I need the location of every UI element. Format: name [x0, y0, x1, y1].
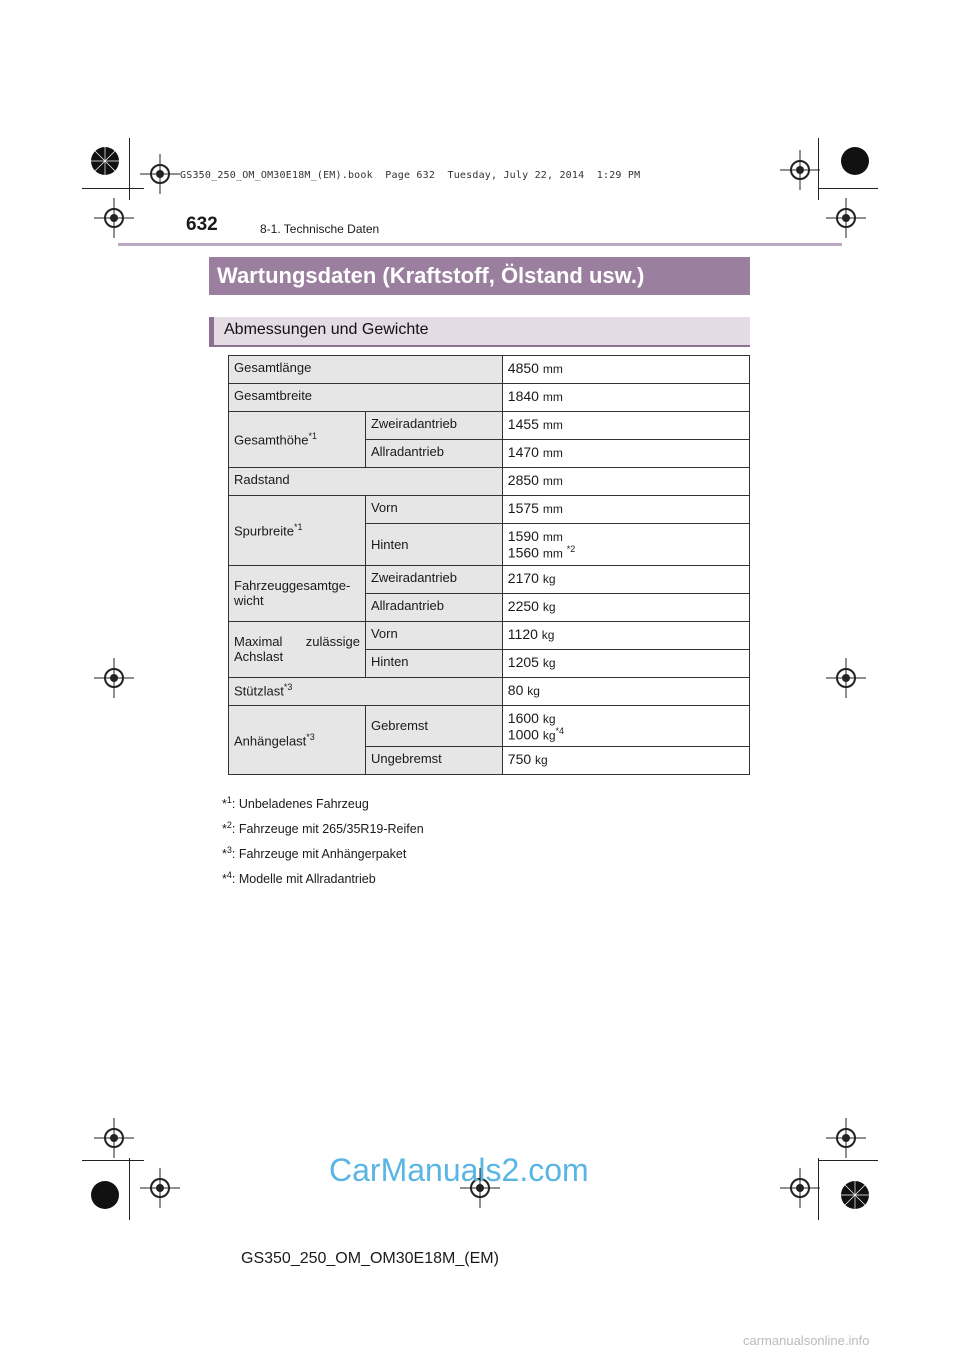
starburst-mark-icon [840, 1180, 870, 1210]
registration-mark-icon [780, 1168, 820, 1208]
registration-mark-icon [826, 1118, 866, 1158]
row-label: Anhängelast$^{*3}$ [229, 705, 366, 775]
row-sublabel: Vorn [365, 496, 502, 524]
section-title: Wartungsdaten (Kraftstoff, Ölstand usw.) [209, 257, 750, 295]
registration-mark-icon [94, 658, 134, 698]
table-row [229, 468, 750, 496]
table-row [229, 412, 750, 440]
row-value: 2850 mm [502, 468, 749, 496]
row-value: 1205 kg [502, 649, 749, 677]
table-row [229, 384, 750, 412]
row-label: Fahrzeuggesamtge- wicht [229, 565, 366, 621]
row-label: Maximal zulässige Achslast [229, 621, 366, 677]
row-value: 2170 kg [502, 565, 749, 593]
book-info-line: GS350_250_OM_OM30E18M_(EM).book Page 632 Tuesday, July 22, 2014 1:29 PM [180, 170, 641, 181]
registration-mark-icon [780, 150, 820, 190]
table-row [229, 621, 750, 649]
row-value: 1840 mm [502, 384, 749, 412]
row-label: Stützlast$^{*3}$ [229, 677, 503, 705]
row-sublabel: Allradantrieb [365, 593, 502, 621]
row-value: 1590 mm 1560 mm $^{*2}$ [502, 524, 749, 566]
row-value: 1120 kg [502, 621, 749, 649]
registration-mark-icon [94, 1118, 134, 1158]
header-rule [118, 243, 842, 246]
dot-mark-icon [90, 1180, 120, 1210]
bottom-watermark-link[interactable]: carmanualsonline.info [743, 1333, 870, 1348]
registration-mark-icon [826, 658, 866, 698]
spec-table [228, 355, 750, 775]
row-sublabel: Zweiradantrieb [365, 412, 502, 440]
registration-mark-icon [140, 1168, 180, 1208]
table-row [229, 705, 750, 747]
row-value: 750 kg [502, 747, 749, 775]
footnote: *$^2$: Fahrzeuge mit 265/35R19-Reifen [222, 820, 424, 837]
table-row [229, 677, 750, 705]
footer-document-id: GS350_250_OM_OM30E18M_(EM) [241, 1250, 499, 1267]
dot-mark-icon [840, 146, 870, 176]
footnote: *$^1$: Unbeladenes Fahrzeug [222, 795, 369, 812]
running-head: 8-1. Technische Daten [260, 222, 380, 236]
starburst-mark-icon [90, 146, 120, 176]
registration-mark-icon [94, 198, 134, 238]
row-value: 80 kg [502, 677, 749, 705]
subsection-title: Abmessungen und Gewichte [209, 317, 750, 347]
footnote: *$^3$: Fahrzeuge mit Anhängerpaket [222, 845, 407, 862]
row-value: 1470 mm [502, 440, 749, 468]
row-label: Gesamtbreite [229, 384, 503, 412]
page-number: 632 [186, 214, 218, 235]
row-label: Radstand [229, 468, 503, 496]
table-row [229, 356, 750, 384]
row-sublabel: Ungebremst [365, 747, 502, 775]
row-sublabel: Allradantrieb [365, 440, 502, 468]
row-label: Gesamthöhe$^{*1}$ [229, 412, 366, 468]
row-sublabel: Gebremst [365, 705, 502, 747]
row-sublabel: Hinten [365, 649, 502, 677]
row-value: 4850 mm [502, 356, 749, 384]
row-sublabel: Vorn [365, 621, 502, 649]
row-value: 1600 kg 1000 $kg^{*4}$ [502, 705, 749, 747]
row-label: Spurbreite$^{*1}$ [229, 496, 366, 566]
row-value: 1575 mm [502, 496, 749, 524]
row-label: Gesamtlänge [229, 356, 503, 384]
row-value: 2250 kg [502, 593, 749, 621]
registration-mark-icon [826, 198, 866, 238]
registration-mark-icon [140, 154, 180, 194]
watermark-link[interactable]: CarManuals2.com [329, 1152, 589, 1188]
row-value: 1455 mm [502, 412, 749, 440]
table-row [229, 565, 750, 593]
row-sublabel: Hinten [365, 524, 502, 566]
row-sublabel: Zweiradantrieb [365, 565, 502, 593]
footnote: *$^4$: Modelle mit Allradantrieb [222, 870, 376, 887]
table-row [229, 496, 750, 524]
